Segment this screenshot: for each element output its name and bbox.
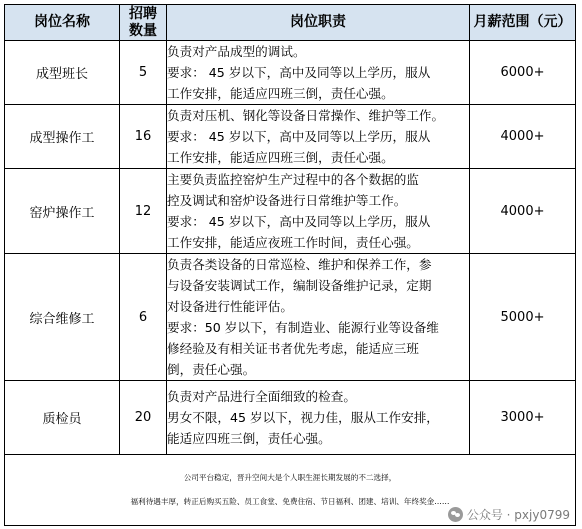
hiring-count: 16 <box>120 105 167 169</box>
duty-line: 修经验及有相关证书者优先考虑，能适应三班 <box>167 341 419 356</box>
duty-line: 要求： 45 岁以下，高中及同等以上学历，服从 <box>167 214 431 229</box>
header-monthly-salary: 月薪范围（元） <box>470 5 576 41</box>
job-duties <box>167 41 470 105</box>
table-row <box>5 41 576 105</box>
job-duties <box>167 381 470 455</box>
position-name: 窑炉操作工 <box>5 169 120 254</box>
hiring-count: 20 <box>120 381 167 455</box>
header-count-line1: 招聘 <box>129 5 157 22</box>
duty-line: 要求： 45 岁以下，高中及同等以上学历，服从 <box>167 65 431 80</box>
table-row <box>5 254 576 381</box>
recruitment-sheet <box>4 4 575 524</box>
duty-line: 工作安排，能适应四班三倒，责任心强。 <box>167 150 394 165</box>
monthly-salary: 4000+ <box>470 169 576 254</box>
hiring-count: 6 <box>120 254 167 381</box>
footer-line-benefits: 福利待遇丰厚，转正后购买五险、员工食堂、免费住宿、节日福利、团建、培训、年终奖金…… <box>130 497 450 506</box>
monthly-salary: 6000+ <box>470 41 576 105</box>
recruitment-table <box>4 4 576 526</box>
duty-line: 能适应四班三倒，责任心强。 <box>167 431 331 446</box>
header-hiring-count <box>120 5 167 41</box>
duty-line: 主要负责监控窑炉生产过程中的各个数据的监 <box>167 172 419 187</box>
duty-line: 与设备安装调试工作，编制设备维护记录，定期 <box>167 278 432 293</box>
wechat-watermark <box>448 506 570 523</box>
duty-line: 男女不限，45 岁以下，视力佳，服从工作安排， <box>167 410 439 425</box>
monthly-salary: 3000+ <box>470 381 576 455</box>
position-name: 成型操作工 <box>5 105 120 169</box>
position-name: 成型班长 <box>5 41 120 105</box>
duty-line: 工作安排，能适应夜班工作时间，责任心强。 <box>167 235 419 250</box>
footer-line-career: 公司平台稳定，晋升空间大是个人职生涯长期发展的不二选择， <box>183 473 397 482</box>
duty-line: 倒，责任心强。 <box>167 362 256 377</box>
hiring-count: 12 <box>120 169 167 254</box>
table-row <box>5 169 576 254</box>
hiring-count: 5 <box>120 41 167 105</box>
duty-line: 负责对产品进行全面细致的检查。 <box>167 389 356 404</box>
table-header-row <box>5 5 576 41</box>
monthly-salary: 5000+ <box>470 254 576 381</box>
job-duties <box>167 169 470 254</box>
monthly-salary: 4000+ <box>470 105 576 169</box>
watermark-text: 公众号 · pxjy0799 <box>466 508 570 522</box>
table-row <box>5 381 576 455</box>
job-duties <box>167 105 470 169</box>
duty-line: 负责各类设备的日常巡检、维护和保养工作，参 <box>167 257 432 272</box>
job-duties <box>167 254 470 381</box>
table-row <box>5 105 576 169</box>
position-name: 综合维修工 <box>5 254 120 381</box>
duty-line: 要求：50 岁以下，有制造业、能源行业等设备维 <box>167 320 439 335</box>
header-count-line2: 数量 <box>129 22 157 39</box>
header-job-duties: 岗位职责 <box>167 5 470 41</box>
wechat-icon <box>448 507 463 522</box>
position-name: 质检员 <box>5 381 120 455</box>
duty-line: 负责对产品成型的调试。 <box>167 44 306 59</box>
duty-line: 要求： 45 岁以下，高中及同等以上学历，服从 <box>167 129 431 144</box>
duty-line: 工作安排，能适应四班三倒，责任心强。 <box>167 86 394 101</box>
duty-line: 负责对压机、钢化等设备日常操作、维护等工作。 <box>167 108 445 123</box>
header-position-name: 岗位名称 <box>5 5 120 41</box>
duty-line: 对设备进行性能评估。 <box>167 299 293 314</box>
duty-line: 控及调试和窑炉设备进行日常维护等工作。 <box>167 193 407 208</box>
